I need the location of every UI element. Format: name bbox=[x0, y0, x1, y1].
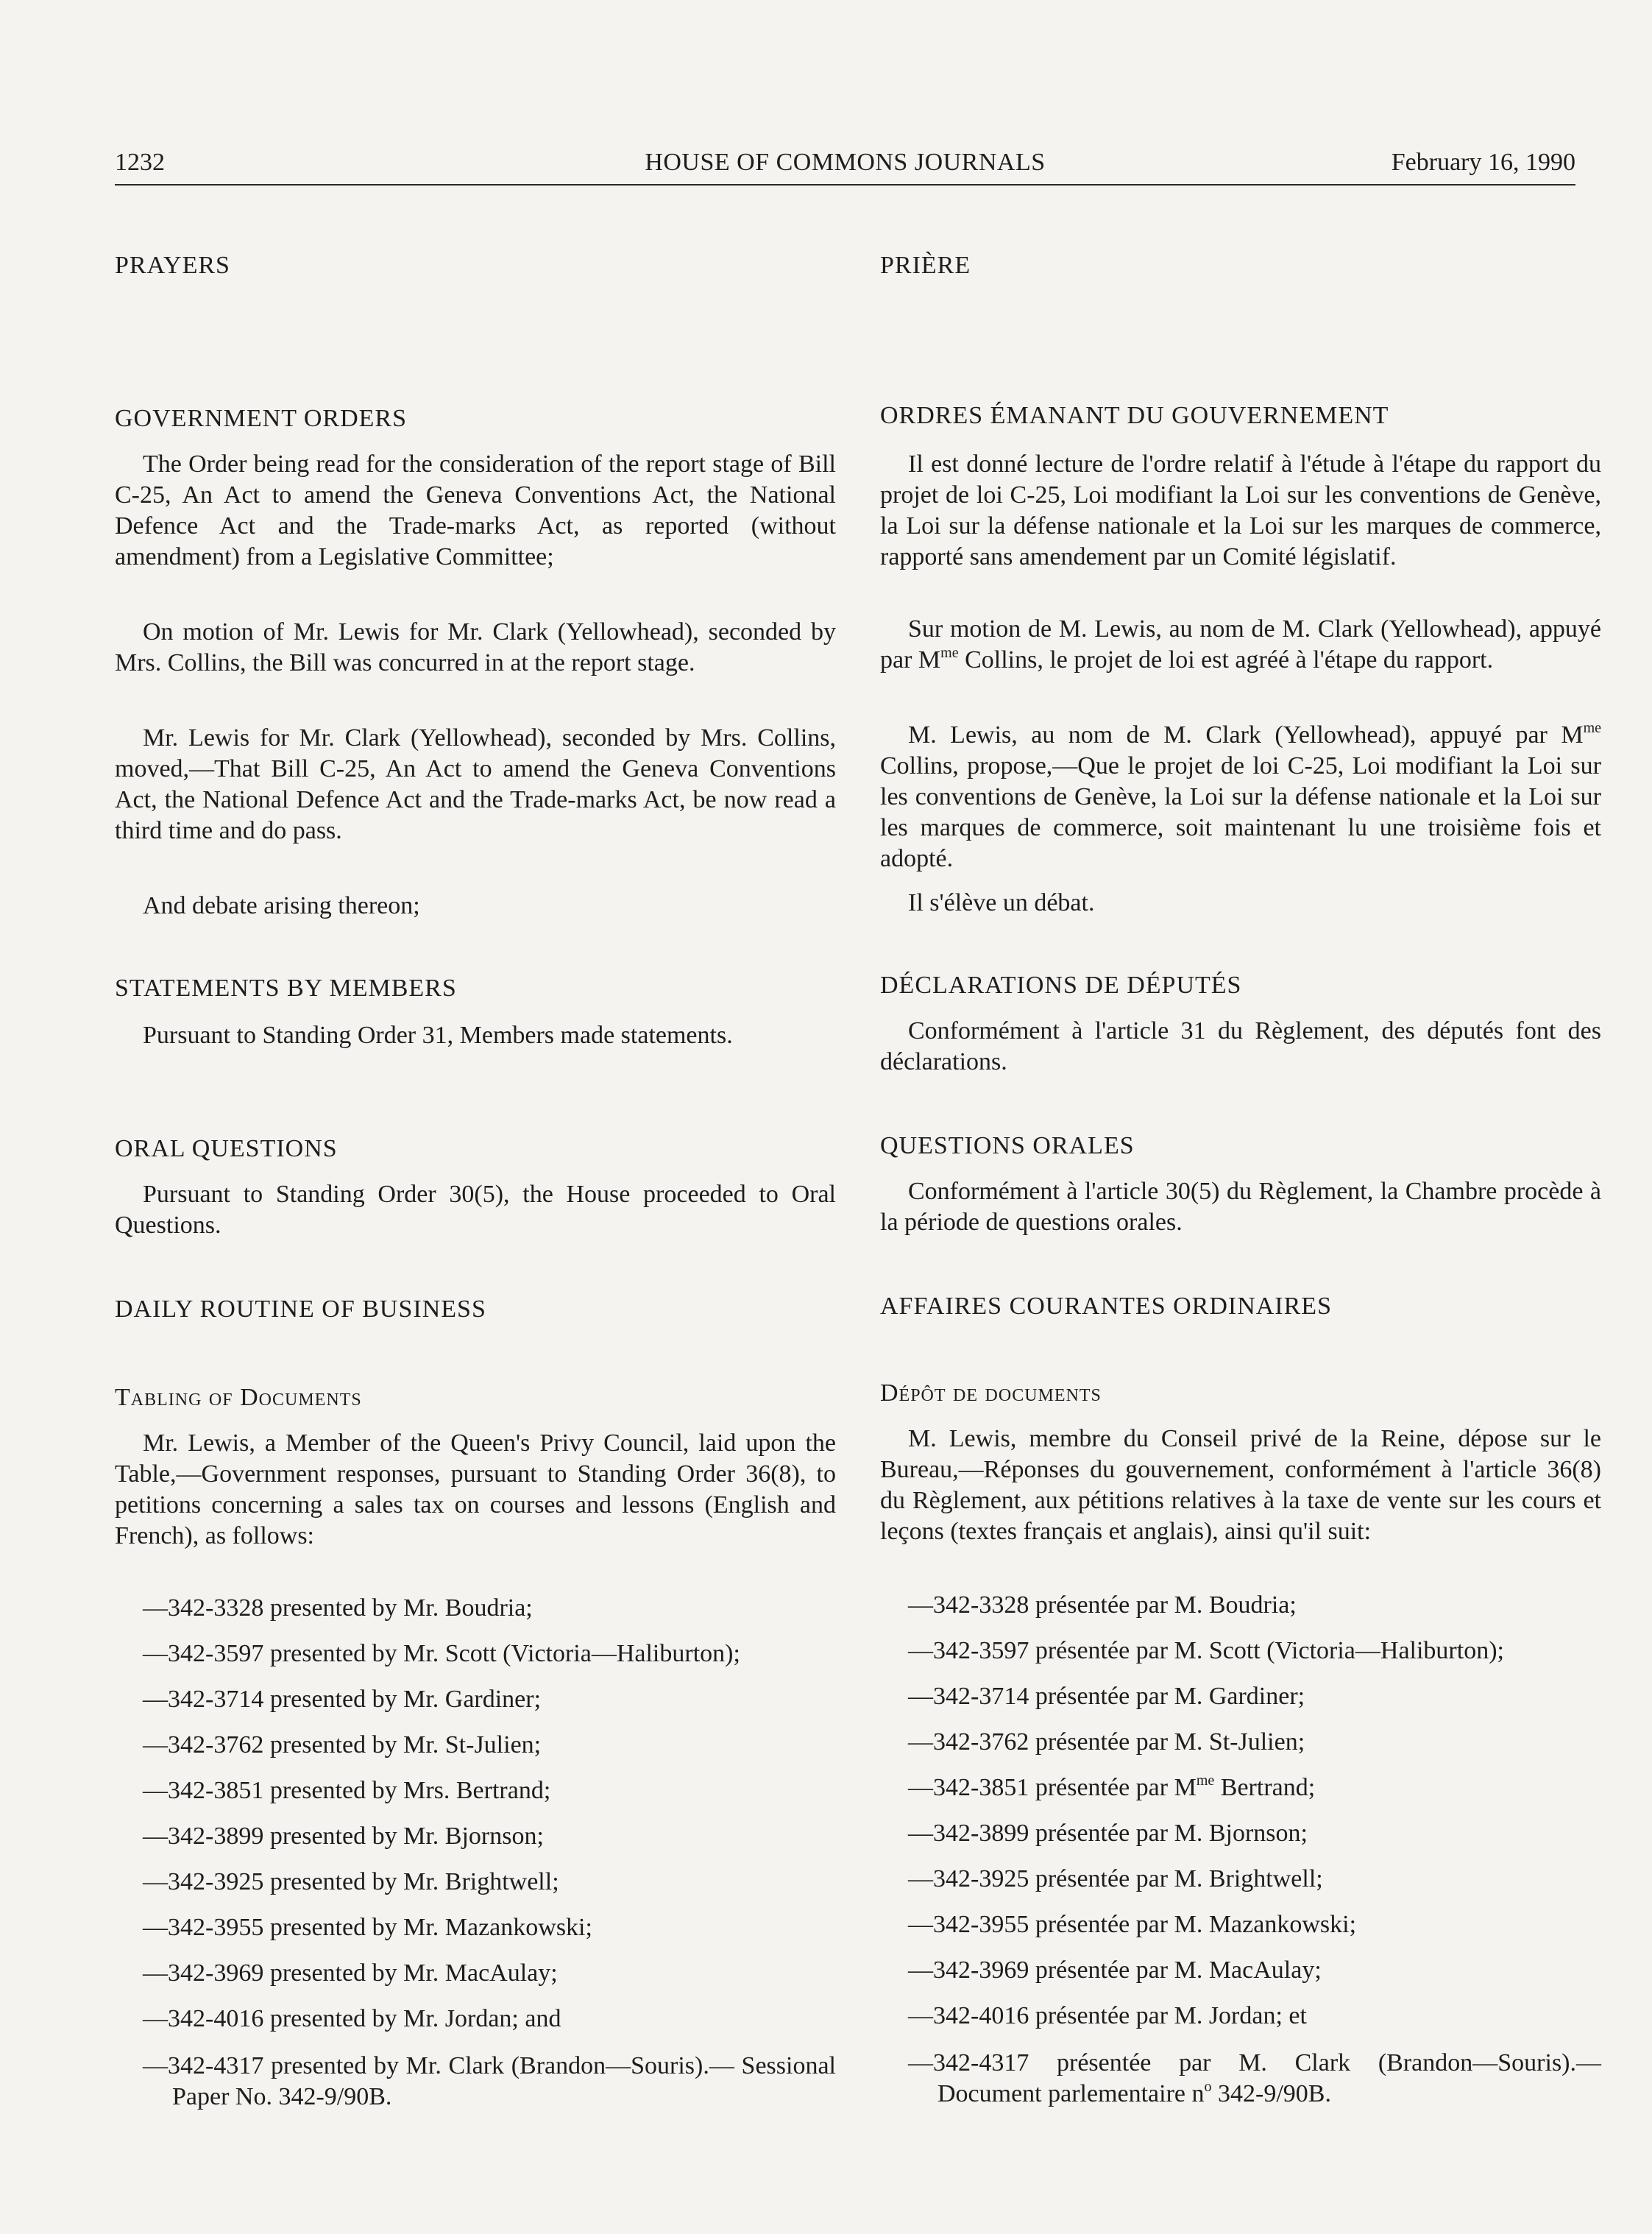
item-text-a: —342-3851 présentée par M bbox=[908, 1774, 1197, 1801]
list-item: —342-3851 presented by Mrs. Bertrand; bbox=[143, 1777, 551, 1804]
ordres-p2-text-b: Collins, le projet de loi est agréé à l'étape du rapport. bbox=[958, 646, 1494, 674]
statements-paragraph: Pursuant to Standing Order 31, Members made statements. bbox=[143, 1022, 733, 1049]
gov-orders-paragraph-2: On motion of Mr. Lewis for Mr. Clark (Yellowhead), seconded by Mrs. Collins, the Bill was concurred in at the report stage. bbox=[115, 618, 836, 676]
list-item: —342-4016 présentée par M. Jordan; et bbox=[908, 2002, 1307, 2029]
list-item: —342-3925 présentée par M. Brightwell; bbox=[908, 1865, 1323, 1892]
prayers-heading: PRAYERS bbox=[115, 252, 230, 279]
list-item: —342-3597 presented by Mr. Scott (Victoria—Haliburton); bbox=[143, 1640, 740, 1667]
affaires-courantes-heading: AFFAIRES COURANTES ORDINAIRES bbox=[880, 1293, 1332, 1320]
superscript: o bbox=[1204, 2079, 1212, 2095]
gov-orders-paragraph-3: Mr. Lewis for Mr. Clark (Yellowhead), seconded by Mrs. Collins, moved,—That Bill C-25, An Act to amend the Geneva Conventions Act, the National Defence Act and the Trade-marks Act, be now read a third time and do pass. bbox=[115, 724, 836, 844]
list-item bbox=[880, 1772, 1315, 1803]
depot-heading: Dépôt de documents bbox=[880, 1379, 1102, 1407]
journal-title: HOUSE OF COMMONS JOURNALS bbox=[645, 149, 1046, 176]
ordres-paragraph-1: Il est donné lecture de l'ordre relatif à l'étude à l'étape du rapport du projet de loi C-25, Loi modifiant la Loi sur les conventions de Genève, la Loi sur la défense nationale et la Loi sur les marques de commerce, rapporté sans amendement par un Comité législatif. bbox=[880, 450, 1601, 570]
item-text-b: 342-9/90B. bbox=[1211, 2080, 1331, 2107]
ordres-paragraph-4: Il s'élève un débat. bbox=[908, 889, 1095, 916]
list-item: —342-3925 presented by Mr. Brightwell; bbox=[143, 1868, 559, 1895]
gov-orders-paragraph-1: The Order being read for the consideration of the report stage of Bill C-25, An Act to amend the Geneva Conventions Act, the National Defence Act and the Trade-marks Act, as reported (without amendment) from a Legislative Committee; bbox=[115, 450, 836, 570]
journal-date: February 16, 1990 bbox=[1391, 149, 1575, 176]
declarations-paragraph: Conformément à l'article 31 du Règlement, des députés font des déclarations. bbox=[880, 1017, 1601, 1075]
list-item: —342-3597 présentée par M. Scott (Victoria—Haliburton); bbox=[908, 1637, 1504, 1664]
oral-questions-paragraph: Pursuant to Standing Order 30(5), the House proceeded to Oral Questions. bbox=[115, 1181, 836, 1239]
page-header bbox=[115, 144, 1575, 185]
page-number: 1232 bbox=[115, 149, 165, 176]
list-item: —342-3969 présentée par M. MacAulay; bbox=[908, 1956, 1322, 1984]
ordres-heading: ORDRES ÉMANANT DU GOUVERNEMENT bbox=[880, 402, 1389, 429]
list-item: —342-3762 présentée par M. St-Julien; bbox=[908, 1728, 1305, 1756]
list-item: —342-3328 présentée par M. Boudria; bbox=[908, 1591, 1297, 1619]
gov-orders-paragraph-4: And debate arising thereon; bbox=[143, 892, 420, 919]
government-orders-heading: GOVERNMENT ORDERS bbox=[115, 405, 408, 432]
ordres-paragraph-2 bbox=[880, 614, 1601, 676]
list-item: —342-3955 présentée par M. Mazankowski; bbox=[908, 1911, 1357, 1938]
tabling-heading: Tabling of Documents bbox=[115, 1384, 362, 1411]
tabling-paragraph: Mr. Lewis, a Member of the Queen's Privy Council, laid upon the Table,—Government responses, pursuant to Standing Order 36(8), to petitions concerning a sales tax on courses and lessons (English and French), as follows: bbox=[115, 1429, 836, 1549]
list-item: —342-3328 presented by Mr. Boudria; bbox=[143, 1594, 533, 1622]
superscript: me bbox=[940, 645, 959, 661]
list-item-last: —342-4317 presented by Mr. Clark (Brandon—Souris).— Sessional Paper No. 342-9/90B. bbox=[143, 2052, 836, 2110]
list-item-last bbox=[880, 2048, 1601, 2110]
list-item: —342-3955 presented by Mr. Mazankowski; bbox=[143, 1914, 592, 1941]
list-item: —342-3762 presented by Mr. St-Julien; bbox=[143, 1731, 542, 1758]
list-item: —342-3714 presented by Mr. Gardiner; bbox=[143, 1686, 542, 1713]
declarations-heading: DÉCLARATIONS DE DÉPUTÉS bbox=[880, 972, 1242, 999]
list-item: —342-4016 presented by Mr. Jordan; and bbox=[143, 2005, 561, 2032]
ordres-paragraph-3 bbox=[880, 720, 1601, 874]
depot-paragraph: M. Lewis, membre du Conseil privé de la Reine, dépose sur le Bureau,—Réponses du gouvernement, conformément à l'article 36(8) du Règlement, aux pétitions relatives à la taxe de vente sur les cours et leçons (textes français et anglais), ainsi qu'il suit: bbox=[880, 1425, 1601, 1545]
daily-routine-heading: DAILY ROUTINE OF BUSINESS bbox=[115, 1295, 486, 1323]
item-text-b: Bertrand; bbox=[1214, 1774, 1316, 1801]
list-item: —342-3899 présentée par M. Bjornson; bbox=[908, 1820, 1308, 1847]
questions-orales-heading: QUESTIONS ORALES bbox=[880, 1132, 1135, 1159]
priere-heading: PRIÈRE bbox=[880, 252, 971, 279]
statements-heading: STATEMENTS BY MEMBERS bbox=[115, 975, 457, 1002]
list-item: —342-3714 présentée par M. Gardiner; bbox=[908, 1683, 1305, 1710]
ordres-p2-text-a: Sur motion de M. Lewis, au nom de M. Clark (Yellowhead), appuyé par M bbox=[880, 615, 1601, 674]
questions-orales-paragraph: Conformément à l'article 30(5) du Règlement, la Chambre procède à la période de questions orales. bbox=[880, 1178, 1601, 1236]
item-text-a: —342-4317 présentée par M. Clark (Brandon—Souris).— Document parlementaire n bbox=[908, 2049, 1601, 2107]
list-item: —342-3899 presented by Mr. Bjornson; bbox=[143, 1823, 544, 1850]
superscript: me bbox=[1196, 1772, 1215, 1789]
ordres-p3-text-a: M. Lewis, au nom de M. Clark (Yellowhead), appuyé par M bbox=[908, 721, 1584, 749]
ordres-p3-text-b: Collins, propose,—Que le projet de loi C-25, Loi modifiant la Loi sur les conventions de Genève, la Loi sur la défense nationale et la Loi sur les marques de commerce, soit maintenant lu une troisième fois et adopté. bbox=[880, 752, 1601, 872]
oral-questions-heading: ORAL QUESTIONS bbox=[115, 1135, 338, 1162]
list-item: —342-3969 presented by Mr. MacAulay; bbox=[143, 1959, 558, 1987]
superscript: me bbox=[1583, 720, 1601, 736]
